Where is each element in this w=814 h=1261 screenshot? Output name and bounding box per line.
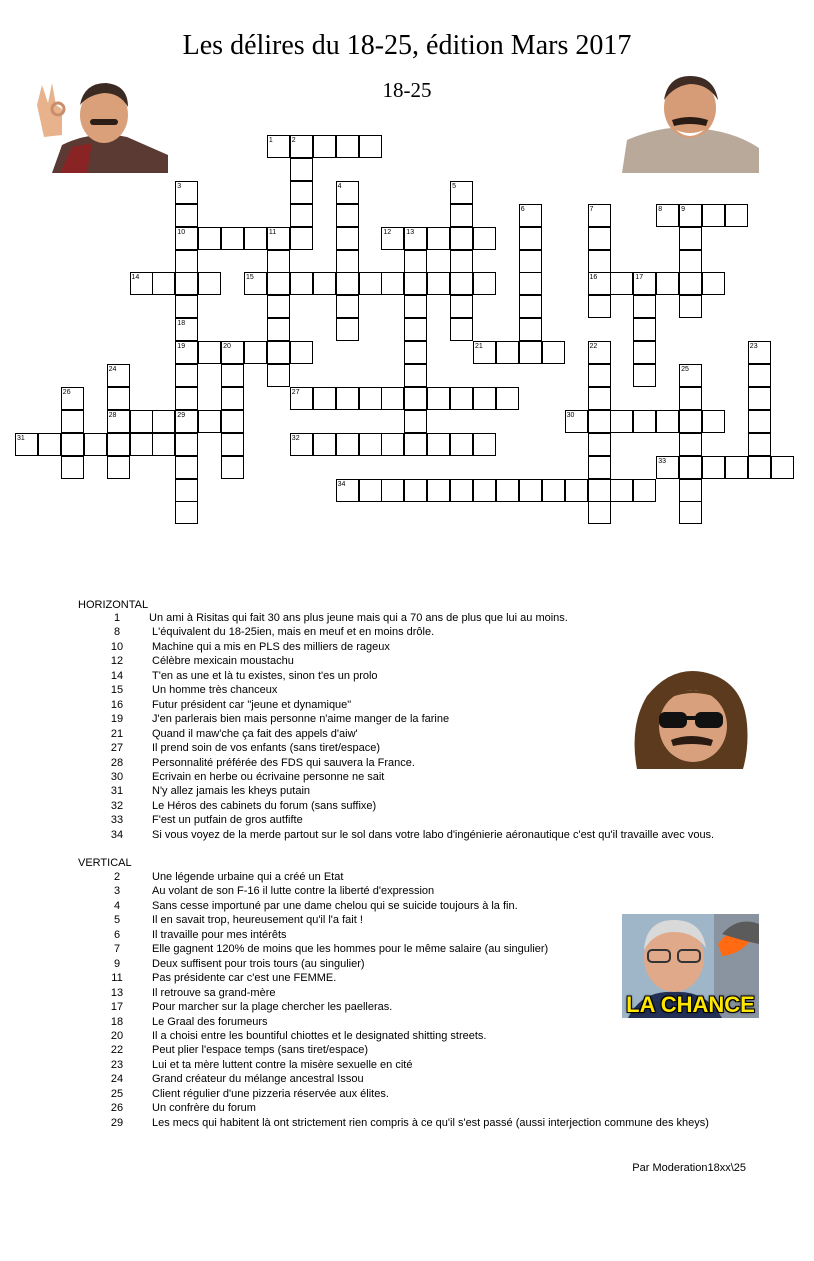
- clue-text: Célèbre mexicain moustachu: [152, 655, 294, 668]
- risitas-wig-glasses-icon: [623, 666, 759, 769]
- grid-cell[interactable]: [267, 295, 290, 318]
- grid-cell[interactable]: [702, 204, 725, 227]
- grid-cell[interactable]: [679, 387, 702, 410]
- grid-cell[interactable]: [290, 181, 313, 204]
- grid-cell[interactable]: [496, 387, 519, 410]
- page-subtitle: 18-25: [382, 78, 432, 102]
- grid-cell[interactable]: [748, 364, 771, 387]
- clue-text: Ecrivain en herbe ou écrivaine personne ne sait: [152, 770, 385, 783]
- clue-number: 20: [110, 1029, 124, 1042]
- clue-text: Lui et ta mère luttent contre la misère sexuelle en cité: [152, 1058, 413, 1071]
- clue-number: 34: [110, 828, 124, 841]
- clue-number: 13: [110, 986, 124, 999]
- grid-cell[interactable]: [588, 295, 611, 318]
- grid-cell[interactable]: [748, 433, 771, 456]
- grid-cell[interactable]: [496, 341, 519, 364]
- clue-number: 25: [110, 1087, 124, 1100]
- grid-cell[interactable]: [198, 227, 221, 250]
- grid-cell[interactable]: [404, 250, 427, 273]
- cell-number: 22: [589, 343, 598, 351]
- cell-number: 28: [108, 411, 117, 419]
- grid-cell[interactable]: [267, 341, 290, 364]
- grid-cell[interactable]: [198, 410, 221, 433]
- clue-text: Les mecs qui habitent là ont strictement rien compris à ce qu'il s'est passé (aussi interjection commune des kheys): [152, 1116, 709, 1129]
- cell-number: 8: [658, 205, 663, 213]
- grid-cell[interactable]: [588, 387, 611, 410]
- clue-text: Grand créateur du mélange ancestral Issou: [152, 1073, 364, 1086]
- grid-cell[interactable]: [359, 479, 382, 502]
- grid-cell[interactable]: [267, 318, 290, 341]
- cell-number: 12: [383, 228, 392, 236]
- grid-cell[interactable]: [404, 295, 427, 318]
- grid-cell[interactable]: [565, 479, 588, 502]
- clue-number: 19: [110, 713, 124, 726]
- grid-cell[interactable]: [267, 364, 290, 387]
- clue-text: Personnalité préférée des FDS qui sauvera la France.: [152, 756, 415, 769]
- grid-cell[interactable]: [427, 387, 450, 410]
- clue-number: 31: [110, 785, 124, 798]
- grid-cell[interactable]: [175, 501, 198, 524]
- grid-cell[interactable]: [221, 433, 244, 456]
- clue-number: 33: [110, 814, 124, 827]
- grid-cell[interactable]: [107, 387, 130, 410]
- clue-number: 26: [110, 1102, 124, 1115]
- grid-cell[interactable]: [313, 433, 336, 456]
- cell-number: 10: [177, 228, 186, 236]
- horizontal-heading: HORIZONTAL: [78, 599, 149, 611]
- grid-cell[interactable]: [679, 227, 702, 250]
- grid-cell[interactable]: [633, 341, 656, 364]
- grid-cell[interactable]: [450, 250, 473, 273]
- la-chance-caption: LA CHANCE: [626, 992, 755, 1017]
- clue-text: Un ami à Risitas qui fait 30 ans plus jeune mais qui a 70 ans de plus que lui au moins.: [149, 612, 568, 624]
- grid-cell[interactable]: [450, 204, 473, 227]
- cell-number: 27: [291, 388, 300, 396]
- grid-cell[interactable]: [404, 433, 427, 456]
- cell-number: 15: [246, 274, 254, 282]
- la-chance-image: [622, 914, 759, 1018]
- grid-cell[interactable]: [610, 272, 633, 295]
- grid-cell[interactable]: [542, 479, 565, 502]
- cell-number: 18: [177, 320, 186, 328]
- clue-text: Il retrouve sa grand-mère: [152, 986, 276, 999]
- page-title: Les délires du 18-25, édition Mars 2017: [182, 30, 632, 61]
- clue-text: Deux suffisent pour trois tours (au singulier): [152, 957, 365, 970]
- grid-cell[interactable]: [588, 433, 611, 456]
- grid-cell[interactable]: [336, 227, 359, 250]
- grid-cell[interactable]: [336, 272, 359, 295]
- cell-number: 1: [268, 137, 273, 144]
- clue-number: 2: [113, 871, 121, 883]
- grid-cell[interactable]: [748, 456, 771, 479]
- clue-number: 16: [110, 698, 124, 711]
- clue-text: T'en as une et là tu existes, sinon t'es un prolo: [152, 669, 378, 682]
- grid-cell[interactable]: [656, 410, 679, 433]
- grid-cell[interactable]: [221, 227, 244, 250]
- clue-text: Pas présidente car c'est une FEMME.: [152, 972, 337, 985]
- grid-cell[interactable]: [725, 204, 748, 227]
- grid-cell[interactable]: [313, 272, 336, 295]
- grid-cell[interactable]: [748, 387, 771, 410]
- grid-cell[interactable]: [336, 433, 359, 456]
- clue-text: L'équivalent du 18-25ien, mais en meuf et en moins drôle.: [152, 626, 435, 639]
- grid-cell[interactable]: [450, 433, 473, 456]
- grid-cell[interactable]: [336, 204, 359, 227]
- grid-cell[interactable]: [175, 387, 198, 410]
- grid-cell[interactable]: [496, 479, 519, 502]
- grid-cell[interactable]: [152, 410, 175, 433]
- cell-number: 16: [589, 274, 598, 282]
- grid-cell[interactable]: [633, 410, 656, 433]
- grid-cell[interactable]: [519, 479, 542, 502]
- grid-cell[interactable]: [427, 227, 450, 250]
- clue-text: Peut plier l'espace temps (sans tiret/espace): [152, 1044, 369, 1057]
- grid-cell[interactable]: [221, 364, 244, 387]
- grid-cell[interactable]: [290, 158, 313, 181]
- cell-number: 4: [337, 182, 342, 190]
- clue-text: Il en savait trop, heureusement qu'il l'a fait !: [152, 914, 363, 927]
- grid-cell[interactable]: [359, 272, 382, 295]
- grid-cell[interactable]: [221, 456, 244, 479]
- grid-cell[interactable]: [267, 250, 290, 273]
- clue-text: Si vous voyez de la merde partout sur le sol dans votre labo d'ingénierie aéronautique c'est qu'il travaille avec vous.: [152, 828, 715, 841]
- clue-number: 21: [110, 727, 124, 740]
- grid-cell[interactable]: [404, 364, 427, 387]
- clue-number: 22: [110, 1044, 124, 1057]
- grid-cell[interactable]: [610, 479, 633, 502]
- grid-cell[interactable]: [175, 433, 198, 456]
- grid-cell[interactable]: [244, 341, 267, 364]
- clue-text: Il travaille pour mes intérêts: [152, 928, 287, 941]
- clue-number: 32: [110, 799, 124, 812]
- grid-cell[interactable]: [450, 479, 473, 502]
- grid-cell[interactable]: [381, 479, 404, 502]
- cell-number: 34: [337, 480, 346, 488]
- grid-cell[interactable]: [702, 272, 725, 295]
- grid-cell[interactable]: [175, 479, 198, 502]
- grid-cell[interactable]: [450, 318, 473, 341]
- grid-cell[interactable]: [473, 272, 496, 295]
- grid-cell[interactable]: [198, 272, 221, 295]
- grid-cell[interactable]: [519, 227, 542, 250]
- grid-cell[interactable]: [633, 364, 656, 387]
- clue-text: Au volant de son F-16 il lutte contre la liberté d'expression: [152, 885, 435, 898]
- grid-cell[interactable]: [519, 250, 542, 273]
- cell-number: 26: [62, 388, 71, 396]
- grid-cell[interactable]: [588, 456, 611, 479]
- grid-cell[interactable]: [702, 410, 725, 433]
- grid-cell[interactable]: [404, 272, 427, 295]
- grid-cell[interactable]: [519, 295, 542, 318]
- grid-cell[interactable]: [473, 433, 496, 456]
- cell-number: 32: [291, 434, 300, 442]
- grid-cell[interactable]: [450, 387, 473, 410]
- grid-cell[interactable]: [542, 341, 565, 364]
- clue-number: 23: [110, 1058, 124, 1071]
- grid-cell[interactable]: [175, 250, 198, 273]
- grid-cell[interactable]: [633, 295, 656, 318]
- cell-number: 21: [475, 343, 483, 351]
- cell-number: 14: [131, 274, 140, 282]
- grid-cell[interactable]: [381, 433, 404, 456]
- cell-number: 20: [223, 343, 231, 351]
- grid-cell[interactable]: [336, 135, 359, 158]
- grid-cell[interactable]: [107, 456, 130, 479]
- clue-text: Elle gagnent 120% de moins que les hommes pour le même salaire (au singulier): [152, 943, 549, 956]
- cell-number: 5: [452, 182, 456, 190]
- clue-number: 8: [113, 626, 121, 639]
- grid-cell[interactable]: [519, 341, 542, 364]
- grid-cell[interactable]: [588, 479, 611, 502]
- grid-cell[interactable]: [427, 272, 450, 295]
- grid-cell[interactable]: [61, 456, 84, 479]
- clue-text: Quand il maw'che ça fait des appels d'aiw': [152, 727, 358, 740]
- grid-cell[interactable]: [267, 272, 290, 295]
- grid-cell[interactable]: [38, 433, 61, 456]
- grid-cell[interactable]: [725, 456, 748, 479]
- grid-cell[interactable]: [450, 272, 473, 295]
- clue-number: 14: [110, 669, 124, 682]
- grid-cell[interactable]: [313, 135, 336, 158]
- grid-cell[interactable]: [175, 295, 198, 318]
- clue-number: 27: [110, 742, 124, 755]
- grid-cell[interactable]: [427, 479, 450, 502]
- grid-cell[interactable]: [244, 227, 267, 250]
- cell-number: 24: [108, 366, 117, 373]
- grid-cell[interactable]: [61, 433, 84, 456]
- clue-text: Un homme très chanceux: [152, 684, 278, 697]
- grid-cell[interactable]: [679, 295, 702, 318]
- cell-number: 29: [177, 411, 186, 419]
- grid-cell[interactable]: [198, 341, 221, 364]
- grid-cell[interactable]: [610, 410, 633, 433]
- clue-number: 5: [113, 914, 121, 927]
- grid-cell[interactable]: [588, 364, 611, 387]
- grid-cell[interactable]: [473, 387, 496, 410]
- grid-cell[interactable]: [130, 410, 153, 433]
- grid-cell[interactable]: [679, 410, 702, 433]
- cell-number: 23: [749, 343, 758, 351]
- clue-text: Il prend soin de vos enfants (sans tiret/espace): [152, 742, 381, 755]
- risitas-wig-glasses-image: [623, 666, 759, 769]
- clue-text: Sans cesse importuné par une dame chelou qui se suicide toujours à la fin.: [152, 899, 518, 912]
- cell-number: 11: [268, 228, 277, 236]
- cell-number: 25: [681, 366, 689, 373]
- clue-number: 18: [110, 1015, 124, 1028]
- grid-cell[interactable]: [404, 410, 427, 433]
- grid-cell[interactable]: [290, 341, 313, 364]
- clue-number: 6: [113, 928, 121, 941]
- grid-cell[interactable]: [702, 456, 725, 479]
- cell-number: 33: [658, 457, 666, 465]
- grid-cell[interactable]: [175, 204, 198, 227]
- grid-cell[interactable]: [679, 479, 702, 502]
- grid-cell[interactable]: [107, 433, 130, 456]
- grid-cell[interactable]: [381, 387, 404, 410]
- grid-cell[interactable]: [588, 227, 611, 250]
- grid-cell[interactable]: [679, 250, 702, 273]
- clue-text: Un confrère du forum: [152, 1102, 256, 1115]
- grid-cell[interactable]: [359, 135, 382, 158]
- grid-cell[interactable]: [473, 227, 496, 250]
- grid-cell[interactable]: [588, 410, 611, 433]
- clue-text: Il a choisi entre les bountiful chiottes et le designated shitting streets.: [152, 1029, 487, 1042]
- grid-cell[interactable]: [656, 272, 679, 295]
- grid-cell[interactable]: [633, 318, 656, 341]
- cell-number: 9: [681, 205, 685, 213]
- grid-cell[interactable]: [175, 272, 198, 295]
- clue-number: 30: [110, 770, 124, 783]
- clue-text: F'est un putfain de gros autfifte: [152, 814, 303, 827]
- grid-cell[interactable]: [679, 433, 702, 456]
- grid-cell[interactable]: [381, 272, 404, 295]
- clue-number: 24: [110, 1073, 124, 1086]
- clue-text: N'y allez jamais les kheys putain: [152, 785, 311, 798]
- grid-cell[interactable]: [290, 272, 313, 295]
- clue-text: Le Héros des cabinets du forum (sans suffixe): [152, 799, 377, 812]
- grid-cell[interactable]: [221, 387, 244, 410]
- grid-cell[interactable]: [336, 387, 359, 410]
- grid-cell[interactable]: [679, 272, 702, 295]
- clue-number: 10: [110, 640, 124, 653]
- grid-cell[interactable]: [450, 295, 473, 318]
- signature: Par Moderation18xx\25: [632, 1162, 746, 1174]
- grid-cell[interactable]: [130, 433, 153, 456]
- clue-number: 17: [110, 1001, 124, 1014]
- clue-number: 12: [110, 655, 124, 668]
- cell-number: 17: [635, 274, 644, 282]
- cell-number: 3: [177, 182, 182, 190]
- grid-cell[interactable]: [359, 433, 382, 456]
- grid-cell[interactable]: [84, 433, 107, 456]
- cell-number: 30: [566, 411, 575, 419]
- clue-text: J'en parlerais bien mais personne n'aime manger de la farine: [152, 713, 450, 726]
- grid-cell[interactable]: [221, 410, 244, 433]
- clue-text: Futur président car "jeune et dynamique": [152, 698, 352, 711]
- cell-number: 13: [406, 228, 415, 236]
- clue-text: Le Graal des forumeurs: [152, 1015, 268, 1028]
- grid-cell[interactable]: [336, 250, 359, 273]
- clue-number: 1: [113, 612, 121, 624]
- clue-number: 7: [113, 943, 121, 956]
- grid-cell[interactable]: [404, 341, 427, 364]
- cell-number: 7: [589, 205, 594, 213]
- grid-cell[interactable]: [473, 479, 496, 502]
- clue-number: 3: [113, 885, 121, 898]
- grid-cell[interactable]: [152, 272, 175, 295]
- grid-cell[interactable]: [175, 364, 198, 387]
- grid-cell[interactable]: [588, 501, 611, 524]
- clue-number: 29: [110, 1116, 124, 1129]
- grid-cell[interactable]: [633, 479, 656, 502]
- grid-cell[interactable]: [427, 433, 450, 456]
- grid-cell[interactable]: [290, 227, 313, 250]
- grid-cell[interactable]: [450, 227, 473, 250]
- clue-number: 9: [113, 957, 121, 970]
- clue-text: Pour marcher sur la plage chercher les paelleras.: [152, 1001, 393, 1014]
- grid-cell[interactable]: [679, 501, 702, 524]
- clue-number: 11: [111, 972, 123, 985]
- clue-number: 4: [113, 899, 121, 912]
- grid-cell[interactable]: [771, 456, 794, 479]
- cell-number: 2: [291, 137, 296, 144]
- grid-cell[interactable]: [519, 272, 542, 295]
- grid-cell[interactable]: [152, 433, 175, 456]
- crossword-grid: [0, 0, 814, 560]
- grid-cell[interactable]: [588, 250, 611, 273]
- grid-cell[interactable]: [359, 387, 382, 410]
- grid-cell[interactable]: [748, 410, 771, 433]
- clue-text: Une légende urbaine qui a créé un Etat: [152, 871, 344, 883]
- grid-cell[interactable]: [290, 204, 313, 227]
- grid-cell[interactable]: [679, 456, 702, 479]
- grid-cell[interactable]: [336, 318, 359, 341]
- grid-cell[interactable]: [175, 456, 198, 479]
- grid-cell[interactable]: [404, 318, 427, 341]
- clue-number: 28: [110, 756, 124, 769]
- grid-cell[interactable]: [313, 387, 336, 410]
- grid-cell[interactable]: [336, 295, 359, 318]
- clue-text: Client régulier d'une pizzeria réservée aux élites.: [152, 1087, 389, 1100]
- grid-cell[interactable]: [519, 318, 542, 341]
- vertical-heading: VERTICAL: [78, 857, 132, 869]
- cell-number: 6: [520, 205, 525, 213]
- clue-text: Machine qui a mis en PLS des milliers de rageux: [152, 640, 390, 653]
- grid-cell[interactable]: [61, 410, 84, 433]
- grid-cell[interactable]: [404, 387, 427, 410]
- cell-number: 19: [177, 343, 186, 351]
- grid-cell[interactable]: [404, 479, 427, 502]
- cell-number: 31: [17, 434, 25, 442]
- clue-number: 15: [110, 684, 124, 697]
